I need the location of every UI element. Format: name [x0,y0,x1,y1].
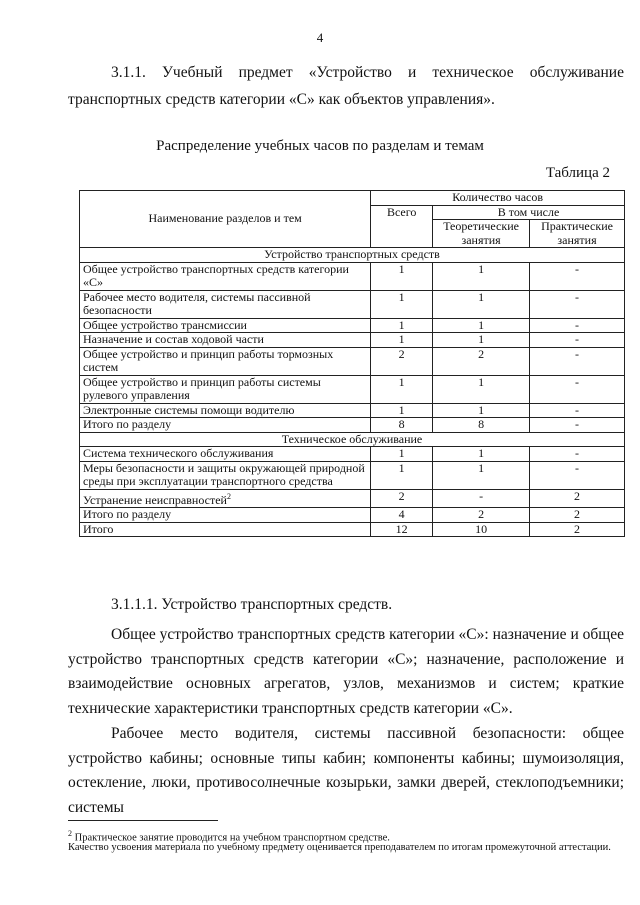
row-total: 1 [371,318,433,333]
row-theory: 1 [433,333,530,348]
row-theory: 1 [433,461,530,489]
row-total: 2 [371,347,433,375]
table-label: Таблица 2 [545,165,610,181]
row-total: 8 [371,418,433,433]
row-name: Назначение и состав ходовой части [80,333,371,348]
row-total: 12 [371,522,433,537]
header-including: В том числе [433,205,625,220]
row-total: 1 [371,333,433,348]
table-row [80,447,625,462]
table-row [80,290,625,318]
header-name: Наименование разделов и тем [80,191,371,248]
row-theory: 2 [433,508,530,523]
row-theory: - [433,489,530,508]
row-theory: 1 [433,318,530,333]
row-name: Общее устройство и принцип работы системы рулевого управления [80,375,371,403]
row-theory: 10 [433,522,530,537]
row-total: 1 [371,403,433,418]
row-name-text: Устранение неисправностей [83,492,227,507]
row-theory: 2 [433,347,530,375]
page-number: 4 [316,30,324,45]
row-name: Итого [80,522,371,537]
header-theory: Теоретические занятия [433,220,530,248]
row-name: Общее устройство транспортных средств категории «С» [80,262,371,290]
row-name: Общее устройство и принцип работы тормозных систем [80,347,371,375]
table-row [80,522,625,537]
heading-word: Учебный [161,64,223,81]
row-theory: 1 [433,262,530,290]
table-row [80,333,625,348]
footnote-mark: 2 [68,829,72,838]
row-total: 4 [371,508,433,523]
row-theory: 8 [433,418,530,433]
row-theory: 1 [433,447,530,462]
table-row [80,489,625,508]
row-name: Итого по разделу [80,508,371,523]
row-name [80,489,371,508]
table-row [80,461,625,489]
paragraph-driver-workplace: Рабочее место водителя, системы пассивной безопасности: общее устройство кабины; основные типы кабин; компоненты кабины; шумоизоляция, остекление, люки, противосолнечные козырьки, замки дверей, стеклоподъемники; системы [68,725,624,816]
row-total: 1 [371,461,433,489]
hours-table [79,190,625,537]
paragraph-general-design: Общее устройство транспортных средств категории «С»: назначение и общее устройство транспортных средств категории «С»; назначение, расположение и взаимодействие основных агрегатов, узлов, механизмов и систем; краткие технические характеристики транспортных средств категории «С». [68,626,624,717]
row-theory: 1 [433,290,530,318]
header-practice: Практические занятия [530,220,625,248]
heading-word: «Устройство [308,64,392,81]
row-name: Общее устройство трансмиссии [80,318,371,333]
row-total: 1 [371,375,433,403]
row-total: 1 [371,290,433,318]
row-theory: 1 [433,403,530,418]
row-theory: 1 [433,375,530,403]
table-row [80,508,625,523]
row-name: Рабочее место водителя, системы пассивной безопасности [80,290,371,318]
row-name: Электронные системы помощи водителю [80,403,371,418]
section-title: Устройство транспортных средств [80,248,625,263]
row-practice: - [530,403,625,418]
heading-word: техническое [432,64,514,81]
row-practice: - [530,375,625,403]
table-row [80,347,625,375]
section-title: Техническое обслуживание [80,432,625,447]
row-practice: 2 [530,522,625,537]
row-practice: - [530,318,625,333]
row-practice: - [530,418,625,433]
row-practice: - [530,461,625,489]
section-heading-line-2: транспортных средств категории «С» как объектов управления». [68,91,495,108]
row-practice: - [530,290,625,318]
row-practice: 2 [530,508,625,523]
row-total: 1 [371,447,433,462]
assessment-note: Качество усвоения материала по учебному предмету оценивается преподавателем по итогам промежуточной аттестации. [68,842,611,853]
row-practice: - [530,347,625,375]
header-hours: Количество часов [371,191,625,206]
row-practice: 2 [530,489,625,508]
table-row [80,262,625,290]
row-practice: - [530,262,625,290]
row-name: Меры безопасности и защиты окружающей природной среды при эксплуатации транспортного средства [80,461,371,489]
subsection-heading: 3.1.1.1. Устройство транспортных средств. [111,596,393,613]
footnote-text: Практическое занятие проводится на учебном транспортном средстве. [72,832,390,844]
header-total: Всего [371,205,433,248]
footnote-divider [68,820,218,821]
table-row [80,403,625,418]
heading-word: обслуживание [529,64,624,81]
row-name: Система технического обслуживания [80,447,371,462]
section-heading-line-1 [111,64,624,82]
table-row [80,418,625,433]
table-row [80,318,625,333]
footnote-ref: 2 [226,491,231,501]
table-row [80,375,625,403]
row-practice: - [530,447,625,462]
heading-word: и [407,64,417,81]
heading-word: предмет [238,64,293,81]
row-name: Итого по разделу [80,418,371,433]
row-total: 2 [371,489,433,508]
table-caption: Распределение учебных часов по разделам и темам [156,138,484,154]
row-total: 1 [371,262,433,290]
heading-word: 3.1.1. [111,64,146,81]
row-practice: - [530,333,625,348]
